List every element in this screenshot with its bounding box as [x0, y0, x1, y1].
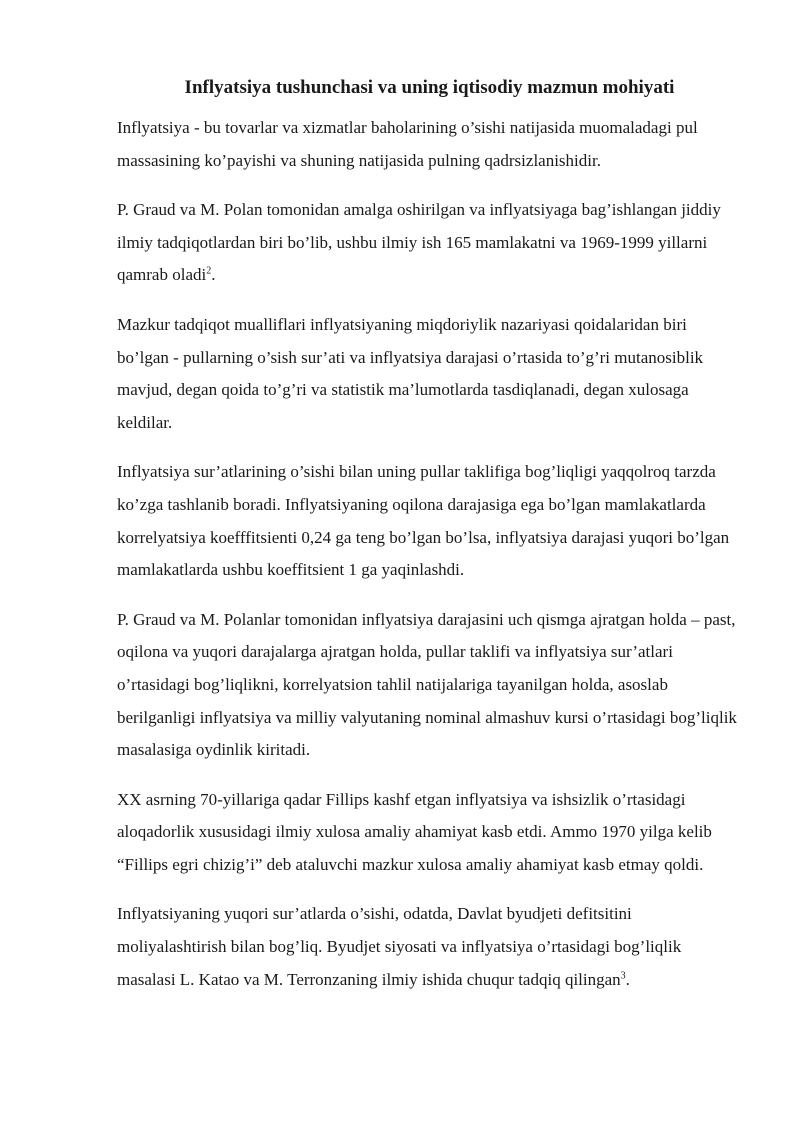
paragraph-text: Inflyatsiyaning yuqori sur’atlarda o’sishi, odatda, Davlat byudjeti defitsitini moliyalashtirish bilan bog’liq. Byudjet siyosati va inflyatsiya o’rtasidagi bog’liqlik masalasi L. Katao va M. Terronzaning ilmiy ishida chuqur tadqiq qilingan — [117, 904, 682, 989]
paragraph-text: Inflyatsiya - bu tovarlar va xizmatlar baholarining o’sishi natijasida muomaladagi pul massasining ko’payishi va shuning natijasida pulning qadrsizlanishidir. — [117, 118, 698, 170]
paragraph-tail: . — [625, 969, 630, 989]
footnote-marker: 3 — [620, 970, 626, 981]
paragraph-text: P. Graud va M. Polan tomonidan amalga oshirilgan va inflyatsiyaga bag’ishlangan jiddiy ilmiy tadqiqotlardan biri bo’lib, ushbu ilmiy ish 165 mamlakatni va 1969-1999 yillarni qamrab oladi — [117, 200, 721, 285]
document-title: Inflyatsiya tushunchasi va uning iqtisodiy mazmun mohiyati — [184, 77, 675, 98]
paragraph-7 — [117, 898, 742, 996]
paragraph-text: Mazkur tadqiqot mualliflari inflyatsiyaning miqdoriylik nazariyasi qoidalaridan biri bo’lgan - pullarning o’sish sur’ati va inflyatsiya darajasi o’rtasida to’g’ri mutanosiblik mavjud, degan qoida to’g’ri va statistik ma’lumotlarda tasdiqlanadi, degan xulosaga keldilar. — [117, 314, 704, 432]
paragraph-3 — [117, 309, 742, 439]
paragraph-2 — [117, 194, 742, 292]
paragraph-6 — [117, 784, 742, 882]
paragraph-tail: . — [211, 265, 216, 285]
paragraph-4 — [117, 456, 742, 586]
document-page — [117, 74, 742, 1013]
paragraph-text: P. Graud va M. Polanlar tomonidan inflyatsiya darajasini uch qismga ajratgan holda – past, oqilona va yuqori darajalarga ajratgan holda, pullar taklifi va inflyatsiya sur’atlari o’rtasidagi bog’liqlikni, korrelyatsion tahlil natijalariga tayanilgan holda, asoslab berilganligi inflyatsiya va milliy valyutaning nominal almashuv kursi o’rtasidagi bog’liqlik masalasiga oydinlik kiritadi. — [117, 609, 737, 760]
paragraph-text: Inflyatsiya sur’atlarining o’sishi bilan uning pullar taklifiga bog’liqligi yaqqolroq tarzda ko’zga tashlanib boradi. Inflyatsiyaning oqilona darajasiga ega bo’lgan mamlakatlarda korrelyatsiya koefffitsienti 0,24 ga teng bo’lgan bo’lsa, inflyatsiya darajasi yuqori bo’lgan mamlakatlarda ushbu koeffitsient 1 ga yaqinlashdi. — [117, 462, 730, 580]
paragraph-5 — [117, 604, 742, 767]
footnote-marker: 2 — [206, 265, 212, 277]
paragraph-text: XX asrning 70-yillariga qadar Fillips kashf etgan inflyatsiya va ishsizlik o’rtasidagi aloqadorlik xususidagi ilmiy xulosa amaliy ahamiyat kasb etdi. Ammo 1970 yilga kelib “Fillips egri chizig’i” deb ataluvchi mazkur xulosa amaliy ahamiyat kasb etmay qoldi. — [117, 789, 712, 874]
paragraph-1 — [117, 112, 742, 177]
